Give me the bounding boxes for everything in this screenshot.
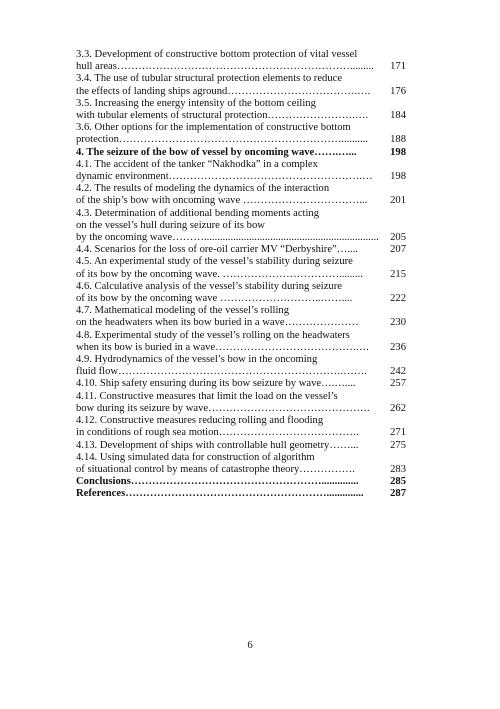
toc-entry-line: on the vessel’s hull during seizure of its bow xyxy=(76,219,265,231)
toc-entry-page: 230 xyxy=(390,317,406,329)
toc-entry-line: 4.7. Mathematical modeling of the vessel’s rolling xyxy=(76,305,290,317)
toc-entry-title xyxy=(76,281,382,305)
toc-entry xyxy=(76,305,406,329)
toc-entry-line: protection……………………………………………………….......... xyxy=(76,134,368,146)
toc-entry-page: 242 xyxy=(390,366,406,378)
toc-entry xyxy=(76,49,406,73)
toc-entry-line: 4.13. Development of ships with controllable hull geometry……... xyxy=(76,439,359,451)
toc-entry-line: in conditions of rough sea motion…………………………………. xyxy=(76,427,360,439)
toc-entry xyxy=(76,354,406,378)
toc-entry xyxy=(76,208,406,245)
toc-entry-title xyxy=(76,378,382,390)
toc-entry-title xyxy=(76,476,382,488)
toc-entry-title xyxy=(76,305,382,329)
toc-entry-line: 4.4. Scenarios for the loss of ore-oil carrier MV “Derbyshire”….... xyxy=(76,244,358,256)
toc-entry-page: 283 xyxy=(390,463,406,475)
toc-entry-title xyxy=(76,452,382,476)
toc-entry xyxy=(76,98,406,122)
toc-entry-line: 4.14. Using simulated data for construction of algorithm xyxy=(76,451,315,463)
toc-entry-line: of its bow by the oncoming wave ………………………..…….... xyxy=(76,293,353,305)
toc-entry-line: 4.10. Ship safety ensuring during its bow seizure by wave….….... xyxy=(76,378,356,390)
toc-entry xyxy=(76,147,406,159)
toc-entry-title xyxy=(76,49,382,73)
toc-entry-title xyxy=(76,440,382,452)
toc-entry xyxy=(76,330,406,354)
toc-entry-line: 4. The seizure of the bow of vessel by oncoming wave…….…... xyxy=(76,146,357,158)
toc-entry-title xyxy=(76,354,382,378)
toc-entry-line: 3.3. Development of constructive bottom protection of vital vessel xyxy=(76,49,358,60)
toc-entry-line: bow during its seizure by wave………………………………………. xyxy=(76,402,370,414)
toc-entry-page: 262 xyxy=(390,402,406,414)
toc-entry-page: 176 xyxy=(390,85,406,97)
toc-entry-line: 3.6. Other options for the implementation of constructive bottom xyxy=(76,122,351,134)
toc-entry-line: 3.5. Increasing the energy intensity of the bottom ceiling xyxy=(76,97,316,109)
toc-entry xyxy=(76,256,406,280)
toc-entry-line: 4.5. An experimental study of the vessel’s stability during seizure xyxy=(76,256,353,268)
toc-entry-title xyxy=(76,208,382,245)
page-number: 6 xyxy=(247,640,253,651)
toc-entry xyxy=(76,244,406,256)
toc-entry-line: References………………………………………………….............. xyxy=(76,488,364,500)
toc-entry-title xyxy=(76,159,382,183)
toc-entry-page: 188 xyxy=(390,134,406,146)
toc-entry-title xyxy=(76,415,382,439)
toc-entry xyxy=(76,440,406,452)
toc-entry-line: 4.2. The results of modeling the dynamics of the interaction xyxy=(76,183,330,195)
toc-entry-title xyxy=(76,391,382,415)
toc-entry xyxy=(76,488,406,500)
toc-entry-line: with tubular elements of structural protection…………………….…. xyxy=(76,110,369,122)
toc-entry-line: the effects of landing ships aground……………………………….…. xyxy=(76,85,371,97)
toc-entry-line: on the headwaters when its bow buried in a wave………………… xyxy=(76,317,359,329)
toc-entry-page: 198 xyxy=(390,171,406,183)
toc-entry-line: 4.6. Calculative analysis of the vessel’s stability during seizure xyxy=(76,280,342,292)
toc-entry-title xyxy=(76,122,382,146)
toc-entry-title xyxy=(76,147,382,159)
toc-entry-line: 4.8. Experimental study of the vessel’s rolling on the headwaters xyxy=(76,329,350,341)
toc-entry-title xyxy=(76,183,382,207)
toc-entry xyxy=(76,476,406,488)
toc-entry-line: fluid flow……………………………………………………….……. xyxy=(76,366,368,378)
toc-entry-line: 3.4. The use of tubular structural protection elements to reduce xyxy=(76,73,343,85)
toc-entry-line: dynamic environment……………………………………………….… xyxy=(76,171,373,183)
toc-entry xyxy=(76,183,406,207)
toc-entry xyxy=(76,391,406,415)
toc-entry-page: 207 xyxy=(390,244,406,256)
toc-entry-page: 201 xyxy=(390,195,406,207)
toc-entry-page: 236 xyxy=(390,341,406,353)
toc-entry xyxy=(76,281,406,305)
toc-entry-line: by the oncoming wave……….................................................................. xyxy=(76,232,379,244)
toc-entry-line: of its bow by the oncoming wave. ……………………………......... xyxy=(76,268,363,280)
toc-entry-line: of the ship’s bow with oncoming wave ……………………………... xyxy=(76,195,368,207)
toc-entry-page: 198 xyxy=(390,146,406,158)
toc-entry-line: when its bow is buried in a wave………………………………….…. xyxy=(76,341,369,353)
toc-entry xyxy=(76,122,406,146)
toc-entry-title xyxy=(76,73,382,97)
table-of-contents xyxy=(76,49,406,501)
toc-entry-page: 257 xyxy=(390,378,406,390)
toc-entry xyxy=(76,73,406,97)
toc-entry-page: 275 xyxy=(390,439,406,451)
toc-entry-page: 171 xyxy=(390,61,406,73)
toc-entry-page: 215 xyxy=(390,268,406,280)
toc-entry-line: hull areas…………………………………………………………......... xyxy=(76,61,374,73)
toc-entry-line: 4.12. Constructive measures reducing rolling and flooding xyxy=(76,415,324,427)
toc-entry-page: 285 xyxy=(390,476,406,488)
toc-entry-title xyxy=(76,330,382,354)
toc-entry xyxy=(76,452,406,476)
toc-entry xyxy=(76,415,406,439)
toc-entry-title xyxy=(76,256,382,280)
toc-entry xyxy=(76,378,406,390)
toc-entry-line: of situational control by means of catastrophe theory……………. xyxy=(76,463,355,475)
toc-entry xyxy=(76,159,406,183)
toc-entry-page: 287 xyxy=(390,488,406,500)
toc-entry-line: 4.11. Constructive measures that limit the load on the vessel’s xyxy=(76,390,338,402)
toc-entry-title xyxy=(76,488,382,500)
toc-entry-page: 184 xyxy=(390,110,406,122)
toc-entry-line: 4.3. Determination of additional bending moments acting xyxy=(76,207,320,219)
toc-entry-page: 205 xyxy=(390,232,406,244)
toc-entry-line: Conclusions……………………………………………….............. xyxy=(76,476,359,488)
toc-entry-title xyxy=(76,244,382,256)
toc-entry-page: 271 xyxy=(390,427,406,439)
toc-entry-page: 222 xyxy=(390,293,406,305)
toc-entry-line: 4.9. Hydrodynamics of the vessel’s bow in the oncoming xyxy=(76,354,318,366)
toc-entry-line: 4.1. The accident of the tanker “Nakhodka” in a complex xyxy=(76,158,318,170)
toc-entry-title xyxy=(76,98,382,122)
